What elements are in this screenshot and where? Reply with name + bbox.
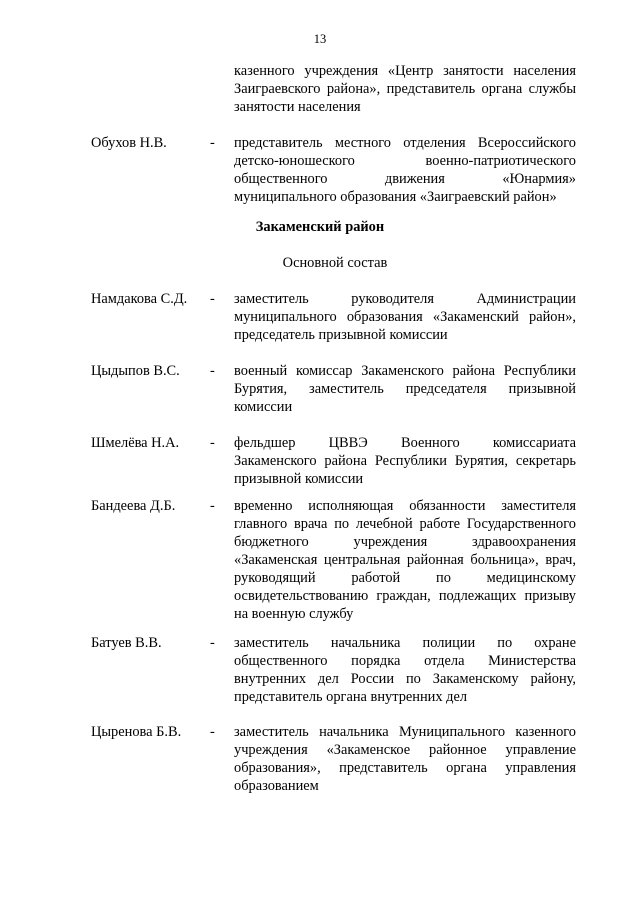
member-dash: - (210, 498, 215, 514)
role-line: муниципального образования «Заиграевский район» (234, 189, 557, 205)
district-title: Закаменский район (255, 219, 385, 235)
text-line: занятости населения (234, 99, 361, 115)
member-dash: - (210, 291, 215, 307)
member-name: Шмелёва Н.А. (91, 435, 180, 451)
member-name: Бандеева Д.Б. (91, 498, 176, 514)
role-line: заместитель начальника Муниципального казенного (234, 724, 576, 740)
member-dash: - (210, 635, 215, 651)
text-line: Заиграевского района», представитель органа службы (234, 81, 576, 97)
district-subtitle: Основной состав (282, 255, 388, 271)
text-line: казенного учреждения «Центр занятости населения (234, 63, 576, 79)
role-line: учреждения «Закаменское районное управление (234, 742, 576, 758)
member-name: Цыренова Б.В. (91, 724, 182, 740)
role-line: фельдшер ЦВВЭ Военного комиссариата (234, 435, 576, 451)
member-role (234, 134, 576, 206)
role-line: «Закаменская центральная районная больница», врач, (234, 552, 576, 568)
role-line: внутренних дел России по Закаменскому району, (234, 671, 576, 687)
role-line: общественного порядка отдела Министерства (234, 653, 576, 669)
role-line: главного врача по лечебной работе Государственного (234, 516, 576, 532)
role-line: освидетельствованию граждан, подлежащих призыву (234, 588, 576, 604)
member-dash: - (210, 435, 215, 451)
member-name: Намдакова С.Д. (91, 291, 188, 307)
member-role (234, 497, 576, 623)
role-line: бюджетного учреждения здравоохранения (234, 534, 576, 550)
member-name: Батуев В.В. (91, 635, 162, 651)
member-role (234, 634, 576, 706)
role-line: военный комиссар Закаменского района Республики (234, 363, 576, 379)
role-line: временно исполняющая обязанности заместителя (234, 498, 576, 514)
role-line: призывной комиссии (234, 471, 364, 487)
role-line: председатель призывной комиссии (234, 327, 448, 343)
role-line: на военную службу (234, 606, 354, 622)
role-line: Закаменского района Республики Бурятия, секретарь (234, 453, 576, 469)
member-role (234, 290, 576, 344)
member-name: Цыдыпов В.С. (91, 363, 180, 379)
role-line: заместитель начальника полиции по охране (234, 635, 576, 651)
role-line: образования», представитель органа управления (234, 760, 576, 776)
role-line: представитель органа внутренних дел (234, 689, 468, 705)
continuation-text (234, 62, 576, 116)
member-role (234, 434, 576, 488)
member-dash: - (210, 135, 215, 151)
member-name: Обухов Н.В. (91, 135, 167, 151)
role-line: общественного движения «Юнармия» (234, 171, 576, 187)
member-role (234, 723, 576, 795)
role-line: представитель местного отделения Всероссийского (234, 135, 576, 151)
role-line: муниципального образования «Закаменский район», (234, 309, 576, 325)
role-line: Бурятия, заместитель председателя призывной (234, 381, 576, 397)
role-line: руководящий работой по медицинскому (234, 570, 576, 586)
role-line: заместитель руководителя Администрации (234, 291, 576, 307)
page-number: 13 (313, 32, 327, 46)
member-dash: - (210, 724, 215, 740)
member-role (234, 362, 576, 416)
role-line: детско-юношеского военно-патриотического (234, 153, 576, 169)
role-line: образованием (234, 778, 319, 794)
role-line: комиссии (234, 399, 293, 415)
member-dash: - (210, 363, 215, 379)
